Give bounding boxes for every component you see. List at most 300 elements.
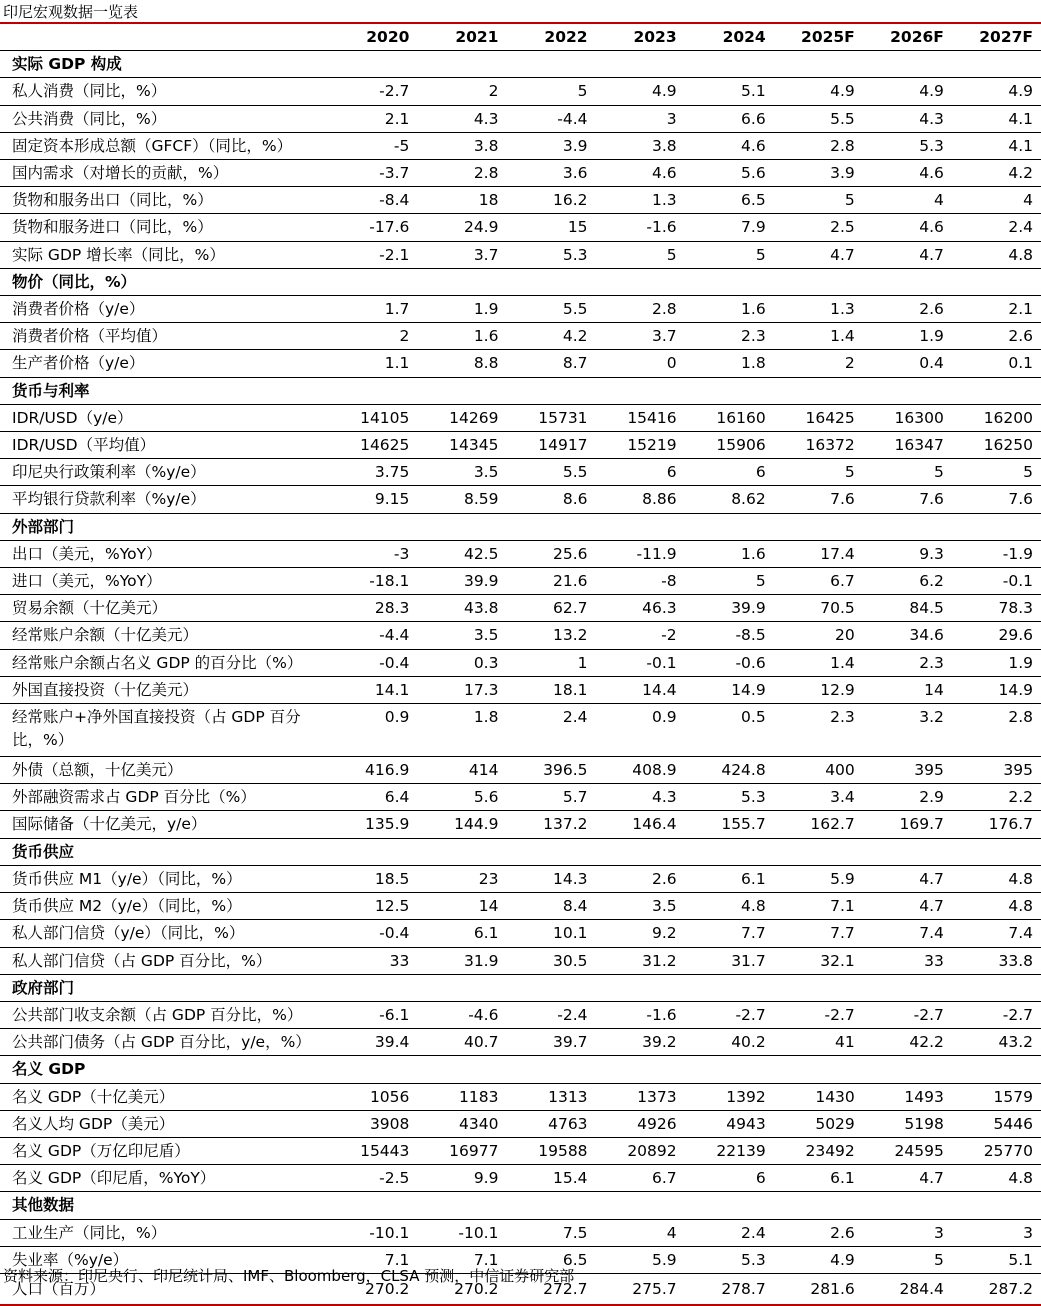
row-label: 平均银行贷款利率（%y/e）	[0, 486, 328, 513]
value-cell: 43.2	[952, 1029, 1041, 1056]
table-row	[0, 160, 1041, 187]
value-cell: 4.9	[863, 78, 952, 105]
value-cell: 2.8	[774, 132, 863, 159]
value-cell: 14.4	[596, 676, 685, 703]
section-title: 其他数据	[0, 1192, 1041, 1219]
row-label: 公共部门收支余额（占 GDP 百分比，%）	[0, 1001, 328, 1028]
value-cell: 14.9	[685, 676, 774, 703]
table-row	[0, 947, 1041, 974]
value-cell: 270.2	[417, 1273, 506, 1305]
row-label: 固定资本形成总额（GFCF）（同比，%）	[0, 132, 328, 159]
value-cell: 5.6	[685, 160, 774, 187]
section-header-row	[0, 268, 1041, 295]
value-cell: 4.6	[596, 160, 685, 187]
row-label: 消费者价格（y/e）	[0, 296, 328, 323]
year-header: 2025F	[774, 24, 863, 51]
value-cell: 29.6	[952, 622, 1041, 649]
value-cell: 7.4	[863, 920, 952, 947]
value-cell: 1579	[952, 1083, 1041, 1110]
value-cell: 176.7	[952, 811, 1041, 838]
table-row	[0, 486, 1041, 513]
value-cell: 17.3	[417, 676, 506, 703]
value-cell: 3.7	[596, 323, 685, 350]
value-cell: -2.1	[328, 241, 417, 268]
value-cell: -2.4	[506, 1001, 595, 1028]
value-cell: 4.7	[863, 865, 952, 892]
value-cell: 39.9	[417, 568, 506, 595]
value-cell: -8	[596, 568, 685, 595]
value-cell: 8.86	[596, 486, 685, 513]
table-row	[0, 595, 1041, 622]
value-cell: 14	[863, 676, 952, 703]
value-cell: 5	[774, 187, 863, 214]
value-cell: 4	[863, 187, 952, 214]
value-cell: 41	[774, 1029, 863, 1056]
row-label: 公共部门债务（占 GDP 百分比，y/e，%）	[0, 1029, 328, 1056]
value-cell: 23	[417, 865, 506, 892]
table-row	[0, 1083, 1041, 1110]
value-cell: 16425	[774, 404, 863, 431]
value-cell: 34.6	[863, 622, 952, 649]
value-cell: 15416	[596, 404, 685, 431]
section-header-row	[0, 838, 1041, 865]
value-cell: 2.8	[417, 160, 506, 187]
value-cell: 42.5	[417, 540, 506, 567]
value-cell: 7.9	[685, 214, 774, 241]
value-cell: 40.7	[417, 1029, 506, 1056]
value-cell: 272.7	[506, 1273, 595, 1305]
section-header-row	[0, 513, 1041, 540]
row-label: 人口（百万）	[0, 1273, 328, 1305]
value-cell: 5029	[774, 1110, 863, 1137]
value-cell: 1.8	[417, 704, 506, 757]
value-cell: 4.7	[863, 893, 952, 920]
value-cell: 4926	[596, 1110, 685, 1137]
value-cell: 14105	[328, 404, 417, 431]
year-header: 2026F	[863, 24, 952, 51]
value-cell: 4.1	[952, 105, 1041, 132]
value-cell: 416.9	[328, 757, 417, 784]
value-cell: 4.8	[685, 893, 774, 920]
row-label: 公共消费（同比，%）	[0, 105, 328, 132]
value-cell: 42.2	[863, 1029, 952, 1056]
value-cell: 4	[952, 187, 1041, 214]
value-cell: 400	[774, 757, 863, 784]
value-cell: 5	[685, 568, 774, 595]
value-cell: 4.8	[952, 893, 1041, 920]
value-cell: 2.4	[952, 214, 1041, 241]
value-cell: -8.4	[328, 187, 417, 214]
value-cell: 5198	[863, 1110, 952, 1137]
row-label: 出口（美元，%YoY）	[0, 540, 328, 567]
value-cell: 4.3	[596, 784, 685, 811]
value-cell: 3.5	[417, 622, 506, 649]
macro-data-table	[0, 24, 1041, 1306]
table-row	[0, 105, 1041, 132]
value-cell: -1.6	[596, 214, 685, 241]
value-cell: 5.3	[506, 241, 595, 268]
value-cell: 15	[506, 214, 595, 241]
value-cell: 1.9	[863, 323, 952, 350]
year-header: 2020	[328, 24, 417, 51]
value-cell: -18.1	[328, 568, 417, 595]
value-cell: 3	[596, 105, 685, 132]
value-cell: 1.7	[328, 296, 417, 323]
section-title: 政府部门	[0, 974, 1041, 1001]
source-note: 资料来源：印尼央行、印尼统计局、IMF、Bloomberg，CLSA 预测，中信证券研究部	[3, 1267, 575, 1285]
value-cell: -1.6	[596, 1001, 685, 1028]
value-cell: 2.4	[506, 704, 595, 757]
header-row	[0, 24, 1041, 51]
value-cell: 3.5	[417, 459, 506, 486]
value-cell: 3.8	[417, 132, 506, 159]
value-cell: -2.5	[328, 1165, 417, 1192]
row-label: 经常账户+净外国直接投资（占 GDP 百分比，%）	[0, 704, 328, 757]
value-cell: 25.6	[506, 540, 595, 567]
value-cell: 3.9	[506, 132, 595, 159]
value-cell: 4.7	[863, 241, 952, 268]
value-cell: 1392	[685, 1083, 774, 1110]
value-cell: 16300	[863, 404, 952, 431]
value-cell: 0	[596, 350, 685, 377]
section-header-row	[0, 1056, 1041, 1083]
value-cell: 7.7	[685, 920, 774, 947]
value-cell: 8.8	[417, 350, 506, 377]
value-cell: 12.5	[328, 893, 417, 920]
value-cell: 39.4	[328, 1029, 417, 1056]
value-cell: -2.7	[328, 78, 417, 105]
value-cell: -2.7	[685, 1001, 774, 1028]
value-cell: 5	[863, 459, 952, 486]
value-cell: 146.4	[596, 811, 685, 838]
value-cell: 4.7	[774, 241, 863, 268]
value-cell: 284.4	[863, 1273, 952, 1305]
table-row	[0, 350, 1041, 377]
value-cell: 2.5	[774, 214, 863, 241]
value-cell: 287.2	[952, 1273, 1041, 1305]
value-cell: 25770	[952, 1137, 1041, 1164]
value-cell: 169.7	[863, 811, 952, 838]
value-cell: -0.1	[596, 649, 685, 676]
value-cell: 6	[685, 459, 774, 486]
value-cell: 16200	[952, 404, 1041, 431]
value-cell: 5	[596, 241, 685, 268]
value-cell: 0.4	[863, 350, 952, 377]
value-cell: 1.3	[774, 296, 863, 323]
row-label: 私人部门信贷（占 GDP 百分比，%）	[0, 947, 328, 974]
value-cell: 3.5	[596, 893, 685, 920]
row-label: 私人消费（同比，%）	[0, 78, 328, 105]
value-cell: 5.9	[774, 865, 863, 892]
value-cell: 2	[328, 323, 417, 350]
value-cell: 1313	[506, 1083, 595, 1110]
value-cell: 6.6	[685, 105, 774, 132]
value-cell: 1430	[774, 1083, 863, 1110]
value-cell: 4.9	[952, 78, 1041, 105]
value-cell: 14.1	[328, 676, 417, 703]
value-cell: 6.5	[506, 1246, 595, 1273]
value-cell: 20892	[596, 1137, 685, 1164]
row-label: 生产者价格（y/e）	[0, 350, 328, 377]
value-cell: 40.2	[685, 1029, 774, 1056]
section-title: 货币供应	[0, 838, 1041, 865]
value-cell: 9.3	[863, 540, 952, 567]
section-header-row	[0, 974, 1041, 1001]
value-cell: 18.1	[506, 676, 595, 703]
table-row	[0, 865, 1041, 892]
value-cell: -2	[596, 622, 685, 649]
value-cell: 281.6	[774, 1273, 863, 1305]
value-cell: -11.9	[596, 540, 685, 567]
table-row	[0, 1137, 1041, 1164]
value-cell: 1493	[863, 1083, 952, 1110]
value-cell: -5	[328, 132, 417, 159]
value-cell: 17.4	[774, 540, 863, 567]
value-cell: 84.5	[863, 595, 952, 622]
value-cell: 8.62	[685, 486, 774, 513]
value-cell: 31.9	[417, 947, 506, 974]
table-row	[0, 1219, 1041, 1246]
value-cell: 396.5	[506, 757, 595, 784]
table-row	[0, 1165, 1041, 1192]
value-cell: 0.3	[417, 649, 506, 676]
table-row	[0, 323, 1041, 350]
table-row	[0, 432, 1041, 459]
value-cell: 9.15	[328, 486, 417, 513]
value-cell: 4.9	[596, 78, 685, 105]
value-cell: -2.7	[863, 1001, 952, 1028]
value-cell: 395	[952, 757, 1041, 784]
value-cell: 18	[417, 187, 506, 214]
value-cell: 414	[417, 757, 506, 784]
value-cell: 1.8	[685, 350, 774, 377]
value-cell: 1.6	[417, 323, 506, 350]
value-cell: 39.2	[596, 1029, 685, 1056]
value-cell: 5	[774, 459, 863, 486]
row-label: IDR/USD（平均值）	[0, 432, 328, 459]
value-cell: 19588	[506, 1137, 595, 1164]
value-cell: 408.9	[596, 757, 685, 784]
value-cell: 6.4	[328, 784, 417, 811]
table-row	[0, 296, 1041, 323]
value-cell: -10.1	[417, 1219, 506, 1246]
value-cell: 8.4	[506, 893, 595, 920]
table-row	[0, 757, 1041, 784]
page-title: 印尼宏观数据一览表	[3, 3, 139, 21]
value-cell: 6.5	[685, 187, 774, 214]
value-cell: -3	[328, 540, 417, 567]
row-label: 名义 GDP（万亿印尼盾）	[0, 1137, 328, 1164]
section-header-row	[0, 1192, 1041, 1219]
value-cell: 7.6	[863, 486, 952, 513]
section-title: 物价（同比，%）	[0, 268, 1041, 295]
value-cell: 22139	[685, 1137, 774, 1164]
value-cell: 15906	[685, 432, 774, 459]
row-label: 名义 GDP（十亿美元）	[0, 1083, 328, 1110]
value-cell: 1.9	[952, 649, 1041, 676]
value-cell: -2.7	[952, 1001, 1041, 1028]
value-cell: 28.3	[328, 595, 417, 622]
table-body	[0, 51, 1041, 1305]
value-cell: -8.5	[685, 622, 774, 649]
value-cell: 70.5	[774, 595, 863, 622]
value-cell: 14	[417, 893, 506, 920]
row-label: 货币供应 M2（y/e）（同比，%）	[0, 893, 328, 920]
value-cell: 14.9	[952, 676, 1041, 703]
value-cell: 7.5	[506, 1219, 595, 1246]
value-cell: 1373	[596, 1083, 685, 1110]
row-label: 失业率（%y/e）	[0, 1246, 328, 1273]
value-cell: 424.8	[685, 757, 774, 784]
value-cell: 3.6	[506, 160, 595, 187]
row-label: 外国直接投资（十亿美元）	[0, 676, 328, 703]
value-cell: 1.1	[328, 350, 417, 377]
table-row	[0, 241, 1041, 268]
value-cell: 14625	[328, 432, 417, 459]
value-cell: 8.7	[506, 350, 595, 377]
value-cell: 1.4	[774, 649, 863, 676]
value-cell: 8.59	[417, 486, 506, 513]
row-label: 消费者价格（平均值）	[0, 323, 328, 350]
value-cell: 3.4	[774, 784, 863, 811]
value-cell: 2.9	[863, 784, 952, 811]
value-cell: 5	[506, 78, 595, 105]
table-row	[0, 649, 1041, 676]
value-cell: 4.2	[952, 160, 1041, 187]
value-cell: 24.9	[417, 214, 506, 241]
value-cell: 3	[863, 1219, 952, 1246]
value-cell: 16250	[952, 432, 1041, 459]
value-cell: 2.3	[685, 323, 774, 350]
row-label: 进口（美元，%YoY）	[0, 568, 328, 595]
value-cell: -2.7	[774, 1001, 863, 1028]
section-title: 实际 GDP 构成	[0, 51, 1041, 78]
value-cell: 5.5	[506, 296, 595, 323]
value-cell: 6.7	[596, 1165, 685, 1192]
value-cell: 1.9	[417, 296, 506, 323]
value-cell: 5	[863, 1246, 952, 1273]
value-cell: 395	[863, 757, 952, 784]
value-cell: 46.3	[596, 595, 685, 622]
value-cell: -10.1	[328, 1219, 417, 1246]
value-cell: 1.6	[685, 540, 774, 567]
value-cell: 2.4	[685, 1219, 774, 1246]
value-cell: 1183	[417, 1083, 506, 1110]
value-cell: 4763	[506, 1110, 595, 1137]
value-cell: 137.2	[506, 811, 595, 838]
value-cell: 5.3	[685, 784, 774, 811]
value-cell: -3.7	[328, 160, 417, 187]
value-cell: 3.2	[863, 704, 952, 757]
value-cell: 0.9	[596, 704, 685, 757]
value-cell: 15443	[328, 1137, 417, 1164]
value-cell: 6.1	[417, 920, 506, 947]
value-cell: 14345	[417, 432, 506, 459]
value-cell: 5446	[952, 1110, 1041, 1137]
section-title: 外部部门	[0, 513, 1041, 540]
value-cell: 9.2	[596, 920, 685, 947]
value-cell: 2.8	[952, 704, 1041, 757]
value-cell: 78.3	[952, 595, 1041, 622]
year-header: 2022	[506, 24, 595, 51]
value-cell: 0.9	[328, 704, 417, 757]
table-row	[0, 704, 1041, 757]
value-cell: 21.6	[506, 568, 595, 595]
value-cell: 2.8	[596, 296, 685, 323]
value-cell: 15.4	[506, 1165, 595, 1192]
value-cell: 33	[328, 947, 417, 974]
value-cell: 3.8	[596, 132, 685, 159]
value-cell: 2.6	[596, 865, 685, 892]
value-cell: 16347	[863, 432, 952, 459]
value-cell: 4.6	[863, 214, 952, 241]
value-cell: 23492	[774, 1137, 863, 1164]
section-header-row	[0, 377, 1041, 404]
value-cell: 15731	[506, 404, 595, 431]
value-cell: 2.6	[952, 323, 1041, 350]
value-cell: 4.3	[863, 105, 952, 132]
table-row	[0, 1110, 1041, 1137]
value-cell: 1.3	[596, 187, 685, 214]
value-cell: 62.7	[506, 595, 595, 622]
row-label: 外部融资需求占 GDP 百分比（%）	[0, 784, 328, 811]
value-cell: 4.2	[506, 323, 595, 350]
table-row	[0, 920, 1041, 947]
value-cell: 135.9	[328, 811, 417, 838]
value-cell: 5.5	[506, 459, 595, 486]
value-cell: 3908	[328, 1110, 417, 1137]
table-row	[0, 459, 1041, 486]
value-cell: 1.4	[774, 323, 863, 350]
value-cell: 7.6	[774, 486, 863, 513]
value-cell: 5.5	[774, 105, 863, 132]
value-cell: 10.1	[506, 920, 595, 947]
value-cell: 144.9	[417, 811, 506, 838]
value-cell: 278.7	[685, 1273, 774, 1305]
value-cell: 3.75	[328, 459, 417, 486]
row-label: 工业生产（同比，%）	[0, 1219, 328, 1246]
value-cell: 8.6	[506, 486, 595, 513]
value-cell: 3.9	[774, 160, 863, 187]
value-cell: 6.7	[774, 568, 863, 595]
table-row	[0, 540, 1041, 567]
value-cell: 2.1	[952, 296, 1041, 323]
value-cell: 43.8	[417, 595, 506, 622]
value-cell: 270.2	[328, 1273, 417, 1305]
value-cell: 14.3	[506, 865, 595, 892]
value-cell: -0.1	[952, 568, 1041, 595]
value-cell: -1.9	[952, 540, 1041, 567]
row-label: IDR/USD（y/e）	[0, 404, 328, 431]
value-cell: 24595	[863, 1137, 952, 1164]
value-cell: 39.9	[685, 595, 774, 622]
value-cell: 3	[952, 1219, 1041, 1246]
value-cell: 39.7	[506, 1029, 595, 1056]
row-label: 货物和服务进口（同比，%）	[0, 214, 328, 241]
row-label: 贸易余额（十亿美元）	[0, 595, 328, 622]
value-cell: 2	[417, 78, 506, 105]
section-header-row	[0, 51, 1041, 78]
value-cell: -6.1	[328, 1001, 417, 1028]
value-cell: 7.6	[952, 486, 1041, 513]
value-cell: 4.8	[952, 1165, 1041, 1192]
table-row	[0, 78, 1041, 105]
value-cell: 2	[774, 350, 863, 377]
value-cell: 1.6	[685, 296, 774, 323]
value-cell: 6	[596, 459, 685, 486]
row-label: 经常账户余额（十亿美元）	[0, 622, 328, 649]
value-cell: 2.2	[952, 784, 1041, 811]
